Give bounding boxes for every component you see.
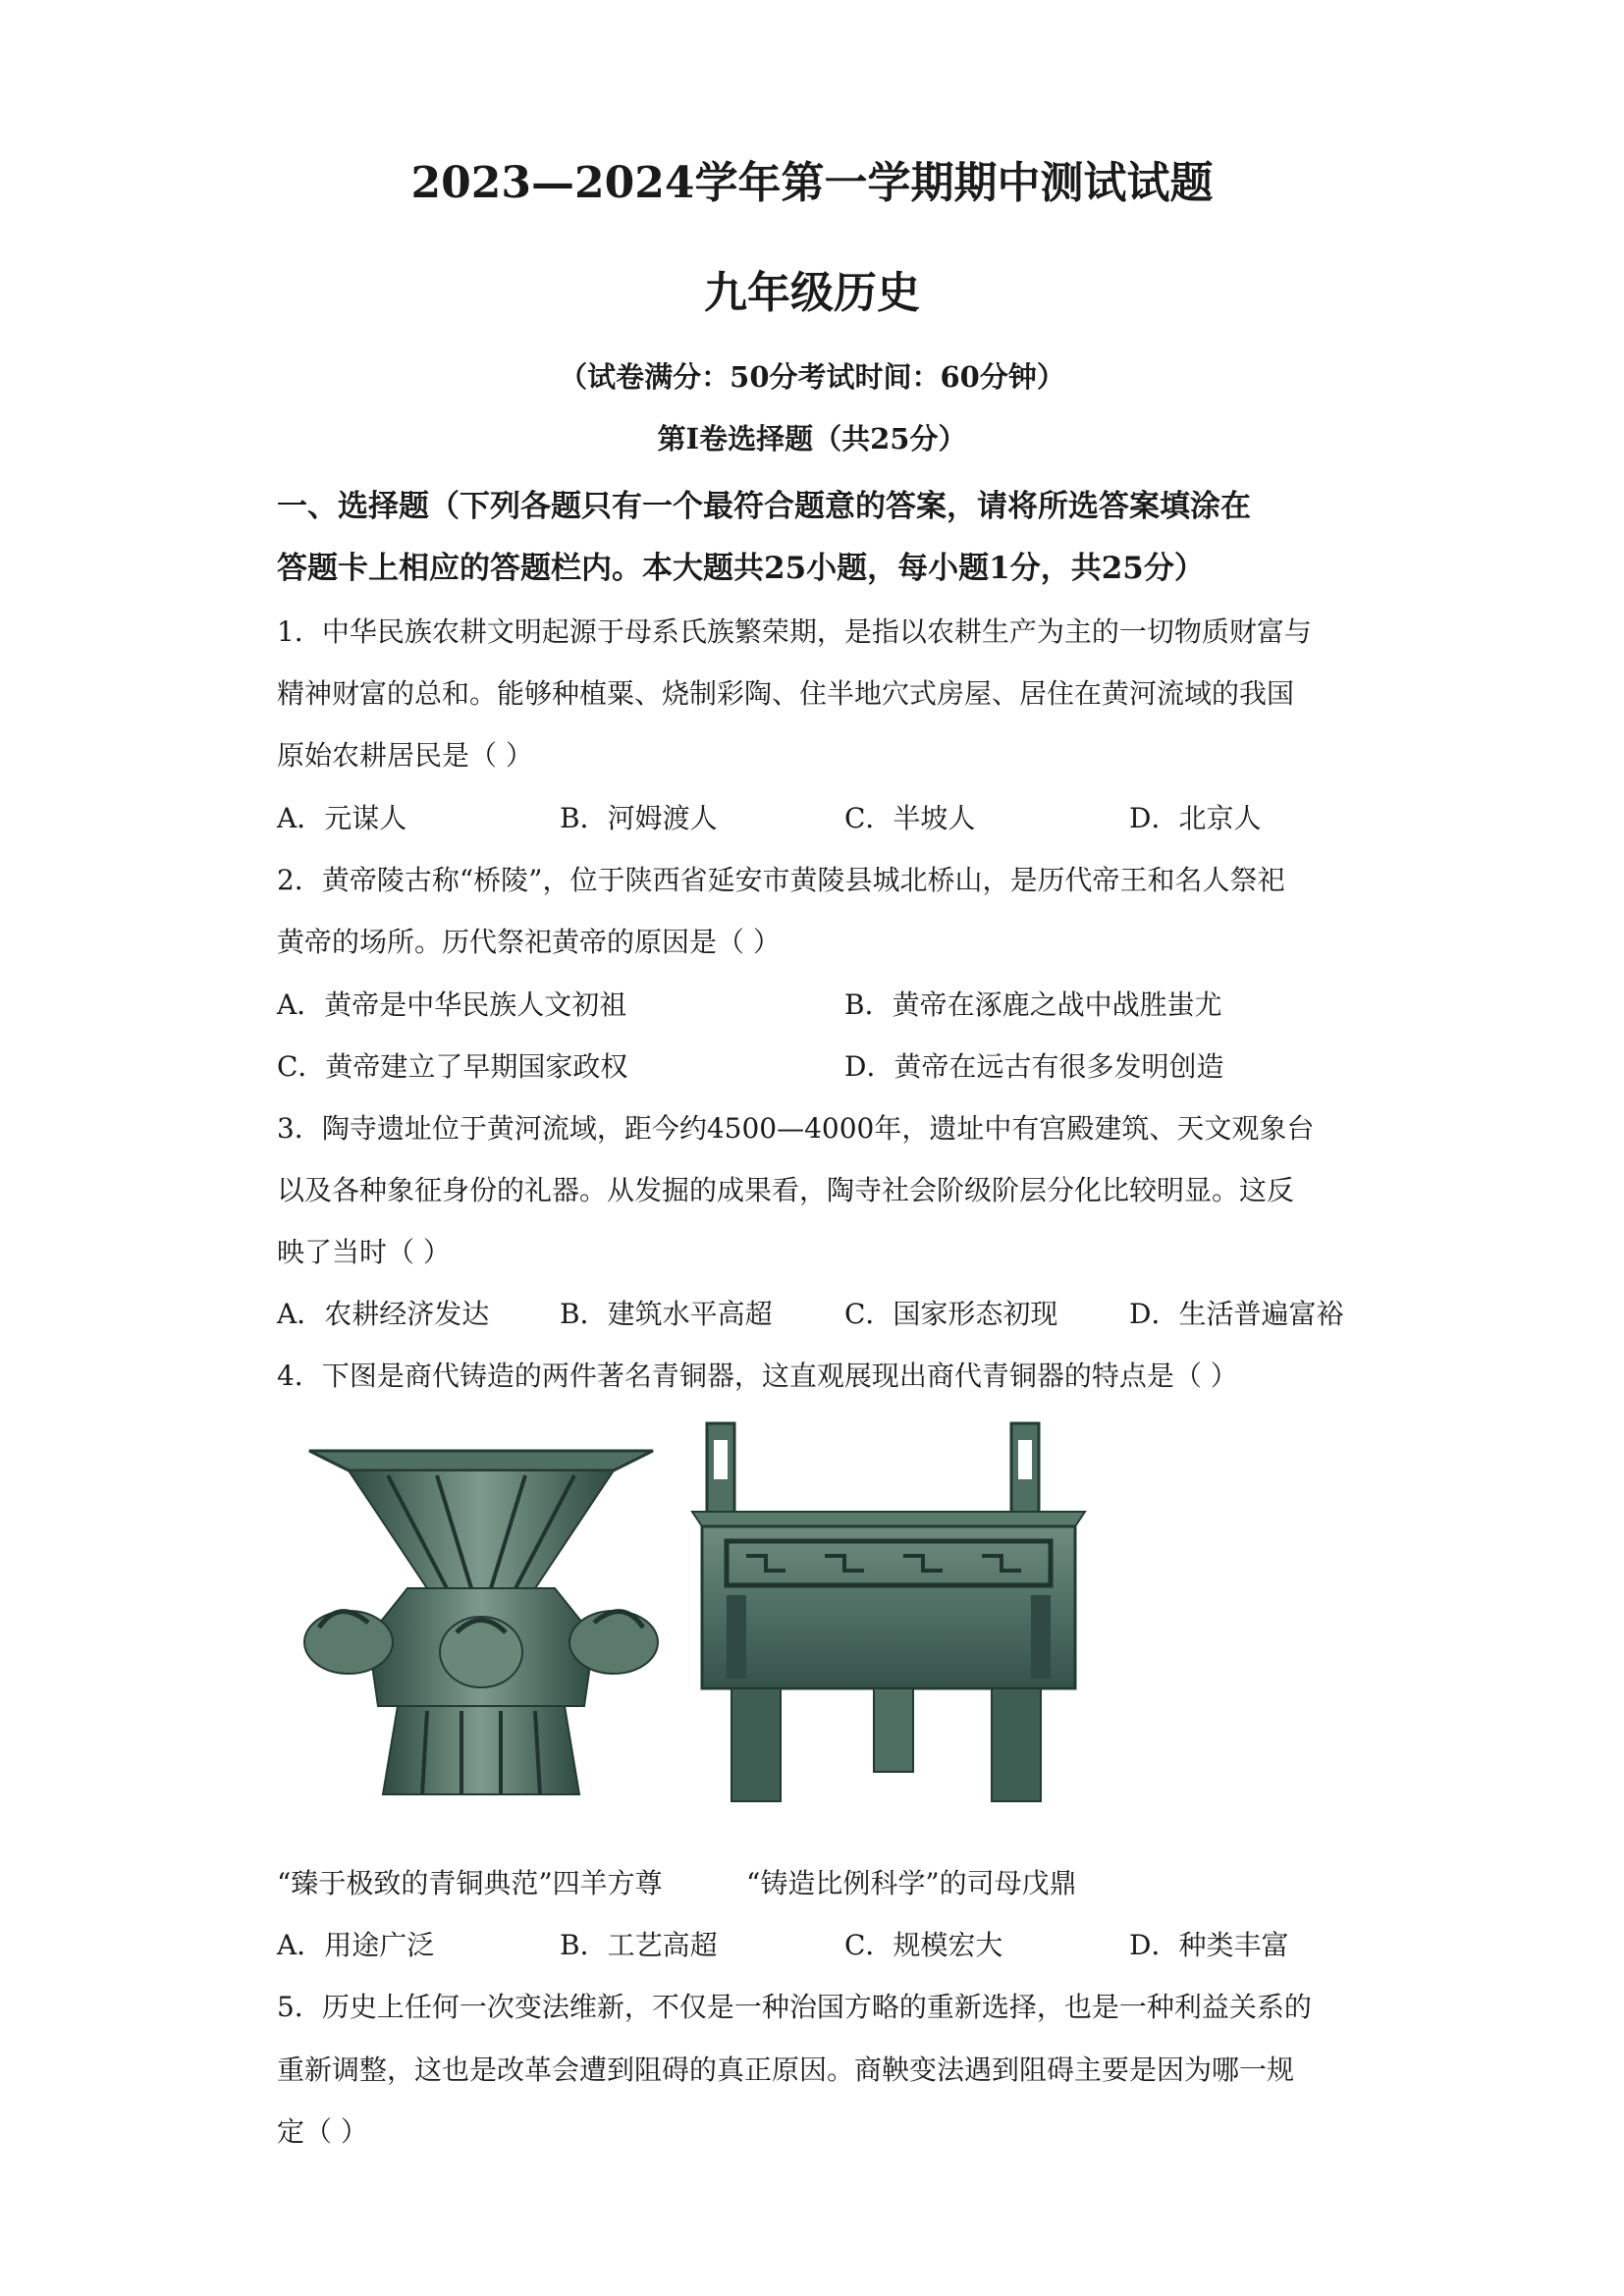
q2-option-d[interactable]: D．黄帝在远古有很多发明创造 (844, 1050, 1224, 1083)
question-5-line-3: 定（ ） (277, 2115, 368, 2148)
question-1-line-2: 精神财富的总和。能够种植粟、烧制彩陶、住半地穴式房屋、居住在黄河流域的我国 (277, 677, 1295, 710)
exam-title: 2023—2024学年第一学期期中测试试题 (410, 158, 1214, 208)
q4-option-a[interactable]: A．用途广泛 (277, 1929, 435, 1961)
question-1-line-3: 原始农耕居民是（ ） (277, 739, 533, 772)
figure-caption-left: “臻于极致的青铜典范”四羊方尊 (277, 1867, 663, 1899)
exam-info: （试卷满分：50分考试时间：60分钟） (559, 360, 1065, 394)
question-3-line-1: 3．陶寺遗址位于黄河流域，距今约4500—4000年，遗址中有宫殿建筑、天文观象台 (277, 1112, 1315, 1145)
section-instruction-line-1: 一、选择题（下列各题只有一个最符合题意的答案，请将所选答案填涂在 (277, 489, 1251, 524)
q4-option-d[interactable]: D．种类丰富 (1129, 1929, 1289, 1961)
four-ram-zun-image (299, 1441, 663, 1814)
q4-option-b[interactable]: B．工艺高超 (560, 1929, 718, 1961)
q3-option-d[interactable]: D．生活普遍富裕 (1129, 1298, 1344, 1330)
section-instruction-line-2: 答题卡上相应的答题栏内。本大题共25小题，每小题1分，共25分） (277, 551, 1205, 586)
q1-option-c[interactable]: C．半坡人 (844, 802, 976, 834)
question-2-line-2: 黄帝的场所。历代祭祀黄帝的原因是（ ） (277, 926, 781, 958)
q2-option-c[interactable]: C．黄帝建立了早期国家政权 (277, 1050, 628, 1083)
question-5-line-1: 5．历史上任何一次变法维新，不仅是一种治国方略的重新选择，也是一种利益关系的 (277, 1991, 1312, 2023)
q2-option-b[interactable]: B．黄帝在涿鹿之战中战胜蚩尤 (844, 988, 1222, 1021)
q1-option-a[interactable]: A．元谋人 (277, 802, 407, 834)
part-title: 第Ⅰ卷选择题（共25分） (657, 422, 967, 455)
q3-option-c[interactable]: C．国家形态初现 (844, 1298, 1058, 1330)
exam-subject: 九年级历史 (704, 268, 920, 318)
question-3-line-3: 映了当时（ ） (277, 1236, 451, 1268)
q3-option-a[interactable]: A．农耕经济发达 (277, 1298, 490, 1330)
q3-option-b[interactable]: B．建筑水平高超 (560, 1298, 773, 1330)
q2-option-a[interactable]: A．黄帝是中华民族人文初祖 (277, 988, 627, 1021)
question-2-line-1: 2．黄帝陵古称“桥陵”，位于陕西省延安市黄陵县城北桥山，是历代帝王和名人祭祀 (277, 864, 1285, 896)
q4-option-c[interactable]: C．规模宏大 (844, 1929, 1003, 1961)
question-5-line-2: 重新调整，这也是改革会遭到阻碍的真正原因。商鞅变法遇到阻碍主要是因为哪一规 (277, 2054, 1295, 2086)
q1-option-b[interactable]: B．河姆渡人 (560, 802, 718, 834)
figure-caption-right: “铸造比例科学”的司母戊鼎 (746, 1867, 1077, 1899)
question-3-line-2: 以及各种象征身份的礼器。从发掘的成果看，陶寺社会阶级阶层分化比较明显。这反 (277, 1174, 1295, 1206)
simuwu-ding-image (687, 1418, 1090, 1811)
q1-option-d[interactable]: D．北京人 (1129, 802, 1262, 834)
question-4-line-1: 4．下图是商代铸造的两件著名青铜器，这直观展现出商代青铜器的特点是（ ） (277, 1360, 1238, 1392)
question-1-line-1: 1．中华民族农耕文明起源于母系氏族繁荣期，是指以农耕生产为主的一切物质财富与 (277, 615, 1312, 648)
